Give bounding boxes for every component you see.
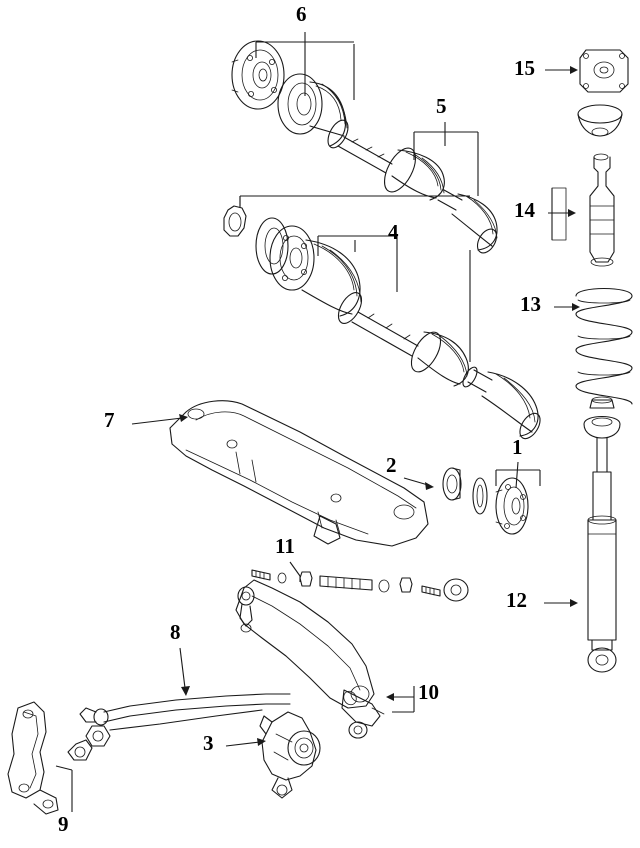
callout-9: 9 [58,812,69,836]
callout-3: 3 [203,731,214,755]
callout-1: 1 [512,435,523,459]
part-steering-knuckle [260,712,320,798]
part-shock-absorber [584,397,620,672]
part-stabilizer-bar [68,694,290,760]
callout-14: 14 [514,198,535,222]
part-wheel-hub-bearing [443,468,528,534]
part-stabilizer-bracket [8,702,58,814]
callout-5: 5 [436,94,447,118]
part-coil-spring [576,289,632,405]
callout-15: 15 [514,56,535,80]
callout-6: 6 [296,2,307,26]
callout-13: 13 [520,292,541,316]
callout-2: 2 [386,453,397,477]
part-strut-mount [578,50,628,136]
callout-8: 8 [170,620,181,644]
callout-12: 12 [506,588,527,612]
leader-lines [56,32,580,812]
callout-10: 10 [418,680,439,704]
callout-7: 7 [104,408,115,432]
callout-4: 4 [388,220,399,244]
part-control-arm-bushing [341,689,384,738]
part-axle-shaft-upper [232,41,500,256]
callout-11: 11 [275,534,295,558]
part-bump-stop [552,154,614,266]
